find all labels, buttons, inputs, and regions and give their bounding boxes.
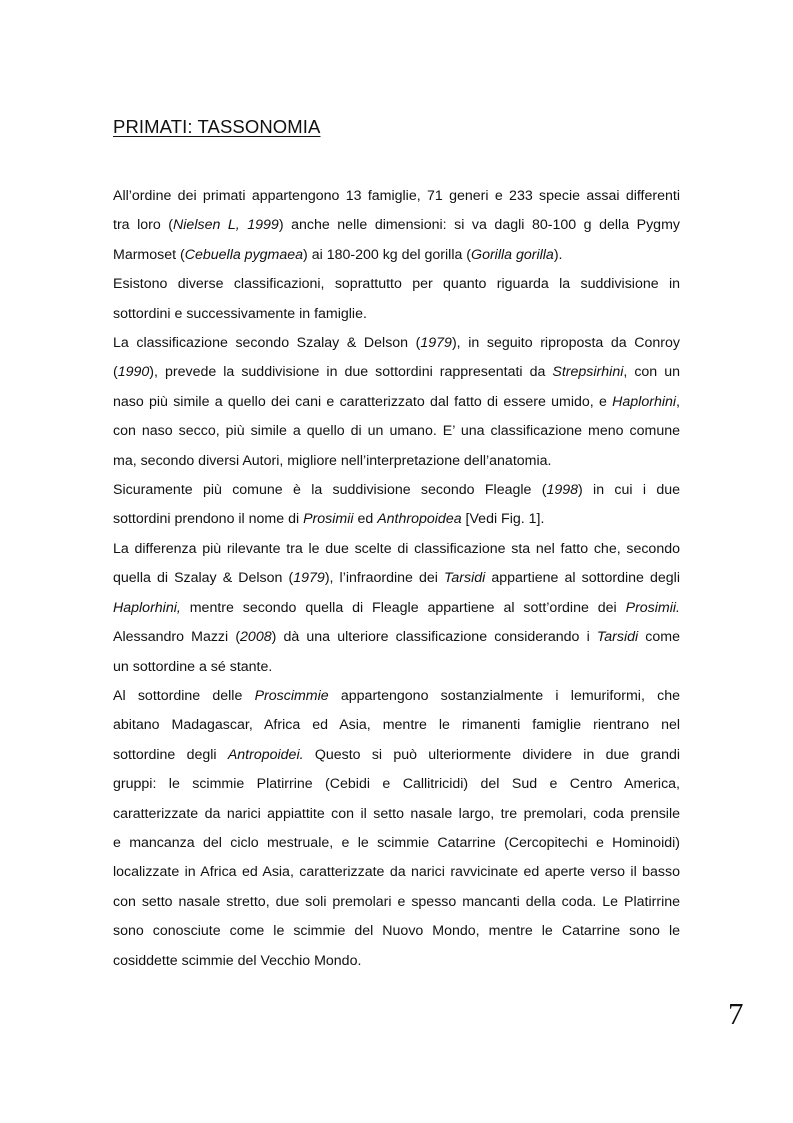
text-line	[113, 711, 680, 740]
text-run: con setto nasale stretto, due soli premolari e spesso mancanti della coda. Le Platirrine	[113, 893, 680, 910]
text-run: sottordini prendono il nome di	[113, 511, 304, 528]
italic-text: Anthropoidea	[377, 511, 462, 528]
text-run: un sottordine a sé stante.	[113, 658, 273, 675]
text-line	[113, 211, 680, 240]
text-run: e mancanza del ciclo mestruale, e le scimmie Catarrine (Cercopitechi e Hominoidi)	[113, 834, 680, 851]
italic-text: Haplorhini	[612, 393, 677, 410]
text-run: ed	[353, 511, 378, 528]
text-line	[113, 505, 680, 534]
text-run: appartengono sostanzialmente i lemuriformi, che	[328, 687, 680, 704]
italic-text: Cebuella pygmaea	[184, 246, 304, 263]
italic-text: Nielsen L, 1999	[173, 217, 279, 234]
text-run: ).	[553, 246, 563, 263]
italic-text: 1998	[546, 482, 579, 499]
text-run: gruppi: le scimmie Platirrine (Cebidi e Callitricidi) del Sud e Centro America,	[113, 776, 680, 793]
body-text	[113, 182, 680, 976]
italic-text: Prosimii	[303, 511, 354, 528]
italic-text: Prosimii.	[625, 599, 680, 616]
italic-text: 1979	[293, 570, 325, 587]
page-title: PRIMATI: TASSONOMIA	[113, 116, 321, 137]
text-line	[113, 741, 680, 770]
text-line	[113, 623, 680, 652]
text-line	[113, 888, 680, 917]
text-run: localizzate in Africa ed Asia, caratterizzate da narici ravvicinate ed aperte verso il basso	[113, 864, 680, 881]
italic-text: 2008	[240, 629, 272, 646]
text-run: La differenza più rilevante tra le due scelte di classificazione sta nel fatto che, secondo	[113, 540, 680, 557]
text-run: ), prevede la suddivisione in due sottordini rappresentati da	[149, 364, 553, 381]
text-line	[113, 300, 680, 329]
text-run: tra loro (	[113, 217, 174, 234]
text-line	[113, 653, 680, 682]
text-run: ), in seguito riproposta da Conroy	[451, 335, 680, 352]
text-line	[113, 829, 680, 858]
text-run: sottordine degli	[113, 746, 228, 763]
text-line	[113, 535, 680, 564]
text-line	[113, 447, 680, 476]
italic-text: Antropoidei.	[227, 746, 304, 763]
text-line	[113, 947, 680, 976]
text-line	[113, 417, 680, 446]
text-run: All’ordine dei primati appartengono 13 famiglie, 71 generi e 233 specie assai differenti	[113, 188, 680, 204]
text-run: ) ai 180-200 kg del gorilla (	[303, 246, 472, 263]
text-run: La classificazione secondo Szalay & Delson (	[113, 335, 421, 352]
text-run: [Vedi Fig. 1].	[461, 511, 545, 528]
italic-text: Tarsidi	[444, 570, 486, 587]
page-number: 7	[728, 996, 744, 1031]
text-run: ) anche nelle dimensioni: si va dagli 80-100 g della Pygmy	[278, 217, 680, 234]
text-run: naso più simile a quello dei cani e caratterizzato dal fatto di essere umido, e	[113, 393, 613, 410]
italic-text: 1990	[117, 364, 150, 381]
text-line	[113, 388, 680, 417]
italic-text: Gorilla gorilla	[471, 246, 554, 263]
italic-text: Haplorhini,	[113, 599, 181, 616]
text-run: , con un	[623, 364, 680, 381]
text-run: Questo si può ulteriormente dividere in due grandi	[303, 746, 680, 763]
text-line	[113, 682, 680, 711]
italic-text: Strepsirhini	[552, 364, 624, 381]
text-run: (	[113, 364, 118, 381]
text-line	[113, 358, 680, 387]
italic-text: Proscimmie	[254, 687, 329, 704]
text-run: ma, secondo diversi Autori, migliore nell’interpretazione dell’anatomia.	[113, 452, 552, 469]
text-line	[113, 858, 680, 887]
text-line	[113, 594, 680, 623]
text-run: Esistono diverse classificazioni, soprattutto per quanto riguarda la suddivisione in	[113, 276, 680, 293]
text-run: Marmoset (	[113, 246, 185, 263]
text-line	[113, 476, 680, 505]
text-run: abitano Madagascar, Africa ed Asia, mentre le rimanenti famiglie rientrano nel	[113, 717, 680, 734]
text-run: mentre secondo quella di Fleagle appartiene al sott’ordine dei	[180, 599, 626, 616]
text-line	[113, 182, 680, 211]
italic-text: 1979	[420, 335, 452, 352]
text-run: sottordini e successivamente in famiglie.	[113, 305, 367, 322]
text-run: quella di Szalay & Delson (	[113, 570, 294, 587]
text-run: Al sottordine delle	[113, 687, 255, 704]
text-run: ), l’infraordine dei	[324, 570, 444, 587]
italic-text: Tarsidi	[596, 629, 639, 646]
text-line	[113, 270, 680, 299]
text-run: sono conosciute come le scimmie del Nuovo Mondo, mentre le Catarrine sono le	[113, 923, 680, 940]
text-run: Sicuramente più comune è la suddivisione secondo Fleagle (	[113, 482, 547, 499]
text-run: come	[638, 629, 680, 646]
text-line	[113, 800, 680, 829]
text-run: con naso secco, più simile a quello di un umano. E’ una classificazione meno comune	[113, 423, 680, 440]
text-line	[113, 564, 680, 593]
text-run: ) dà una ulteriore classificazione considerando i	[271, 629, 597, 646]
text-line	[113, 241, 680, 270]
text-run: Alessandro Mazzi (	[113, 629, 241, 646]
text-line	[113, 329, 680, 358]
text-run: ) in cui i due	[578, 482, 680, 499]
text-run: ,	[676, 393, 680, 410]
text-line	[113, 770, 680, 799]
text-run: appartiene al sottordine degli	[485, 570, 680, 587]
text-run: caratterizzate da narici appiattite con il setto nasale largo, tre premolari, coda prensile	[113, 805, 680, 822]
text-line	[113, 917, 680, 946]
text-run: cosiddette scimmie del Vecchio Mondo.	[113, 952, 362, 969]
